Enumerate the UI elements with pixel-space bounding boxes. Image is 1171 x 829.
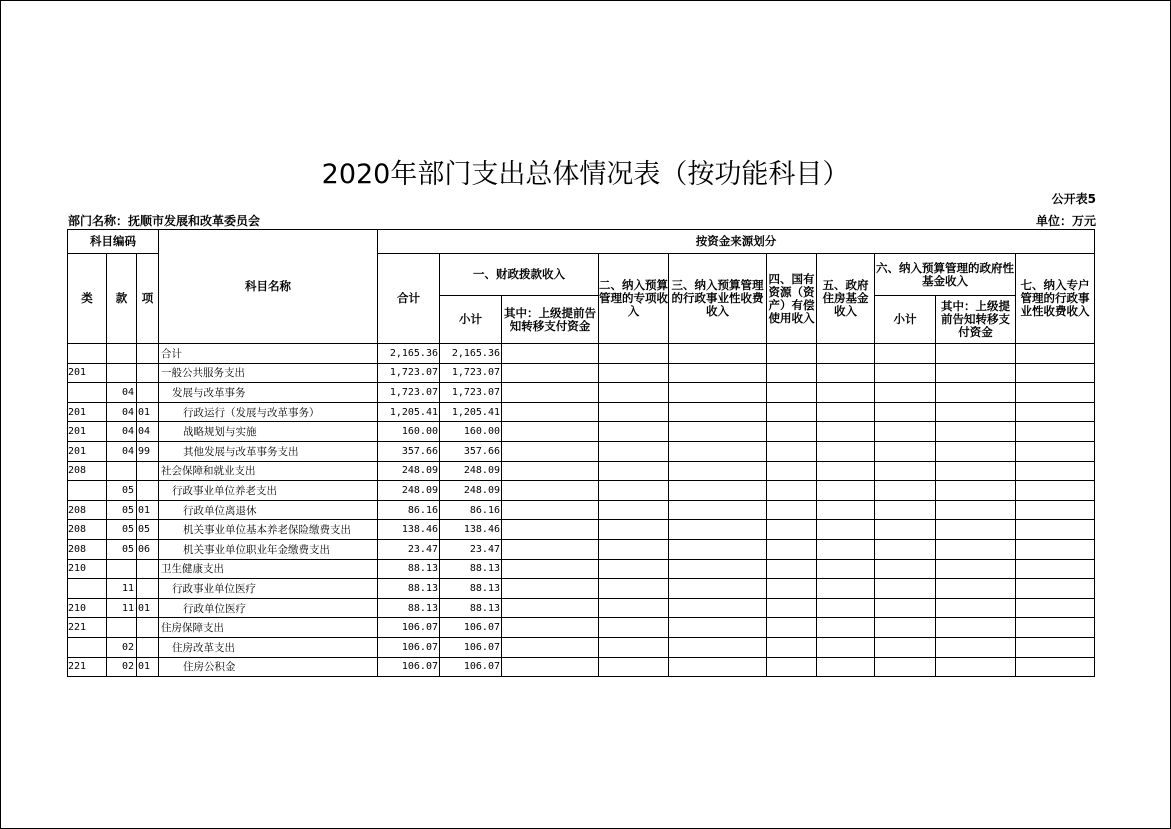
empty-cell bbox=[599, 559, 669, 579]
empty-cell bbox=[599, 481, 669, 501]
empty-cell bbox=[599, 363, 669, 383]
empty-cell bbox=[817, 598, 875, 618]
empty-cell bbox=[875, 618, 936, 638]
empty-cell bbox=[599, 539, 669, 559]
row-lei bbox=[68, 344, 107, 364]
row-subject-name: 行政运行（发展与改革事务） bbox=[159, 402, 378, 422]
row-kuan bbox=[107, 344, 137, 364]
header-fiscal: 一、财政拨款收入 bbox=[440, 254, 599, 296]
empty-cell bbox=[875, 579, 936, 599]
empty-cell bbox=[599, 402, 669, 422]
empty-cell bbox=[1016, 500, 1095, 520]
empty-cell bbox=[936, 657, 1016, 677]
empty-cell bbox=[1016, 539, 1095, 559]
empty-cell bbox=[599, 657, 669, 677]
row-lei: 208 bbox=[68, 461, 107, 481]
header-admin-fee: 三、纳入预算管理的行政事业性收费收入 bbox=[669, 254, 767, 344]
row-subject-name: 一般公共服务支出 bbox=[159, 363, 378, 383]
row-lei: 208 bbox=[68, 539, 107, 559]
row-subject-name: 发展与改革事务 bbox=[159, 383, 378, 403]
row-lei: 201 bbox=[68, 402, 107, 422]
empty-cell bbox=[599, 344, 669, 364]
row-total: 106.07 bbox=[378, 637, 440, 657]
row-lei: 210 bbox=[68, 559, 107, 579]
row-total: 138.46 bbox=[378, 520, 440, 540]
row-subject-name: 住房改革支出 bbox=[159, 637, 378, 657]
empty-cell bbox=[669, 461, 767, 481]
row-lei bbox=[68, 481, 107, 501]
empty-cell bbox=[936, 441, 1016, 461]
empty-cell bbox=[1016, 441, 1095, 461]
empty-cell bbox=[669, 539, 767, 559]
empty-cell bbox=[767, 598, 817, 618]
empty-cell bbox=[502, 461, 599, 481]
row-fiscal-subtotal: 1,723.07 bbox=[440, 363, 502, 383]
row-kuan: 05 bbox=[107, 500, 137, 520]
row-xiang: 99 bbox=[137, 441, 159, 461]
empty-cell bbox=[767, 618, 817, 638]
empty-cell bbox=[1016, 637, 1095, 657]
row-fiscal-subtotal: 160.00 bbox=[440, 422, 502, 442]
row-total: 248.09 bbox=[378, 481, 440, 501]
unit-label: 单位：万元 bbox=[1035, 214, 1096, 228]
empty-cell bbox=[936, 422, 1016, 442]
empty-cell bbox=[669, 441, 767, 461]
table-row bbox=[68, 559, 1095, 579]
row-fiscal-subtotal: 357.66 bbox=[440, 441, 502, 461]
empty-cell bbox=[1016, 461, 1095, 481]
header-gov-subtotal: 小计 bbox=[875, 296, 936, 344]
row-xiang bbox=[137, 383, 159, 403]
row-lei: 221 bbox=[68, 657, 107, 677]
empty-cell bbox=[669, 422, 767, 442]
row-lei: 208 bbox=[68, 520, 107, 540]
table-row bbox=[68, 637, 1095, 657]
empty-cell bbox=[936, 481, 1016, 501]
empty-cell bbox=[669, 598, 767, 618]
empty-cell bbox=[502, 500, 599, 520]
row-subject-name: 行政单位离退休 bbox=[159, 500, 378, 520]
row-xiang: 05 bbox=[137, 520, 159, 540]
empty-cell bbox=[767, 344, 817, 364]
empty-cell bbox=[767, 539, 817, 559]
row-xiang: 06 bbox=[137, 539, 159, 559]
empty-cell bbox=[875, 500, 936, 520]
row-subject-name: 卫生健康支出 bbox=[159, 559, 378, 579]
row-subject-name: 行政事业单位医疗 bbox=[159, 579, 378, 599]
header-subject-name: 科目名称 bbox=[159, 230, 378, 344]
empty-cell bbox=[502, 402, 599, 422]
empty-cell bbox=[875, 422, 936, 442]
empty-cell bbox=[817, 618, 875, 638]
row-lei bbox=[68, 579, 107, 599]
empty-cell bbox=[817, 441, 875, 461]
row-xiang: 01 bbox=[137, 402, 159, 422]
empty-cell bbox=[817, 579, 875, 599]
header-special-account: 七、纳入专户管理的行政事业性收费收入 bbox=[1016, 254, 1095, 344]
empty-cell bbox=[669, 618, 767, 638]
table-row bbox=[68, 344, 1095, 364]
row-total: 1,723.07 bbox=[378, 363, 440, 383]
row-lei: 208 bbox=[68, 500, 107, 520]
empty-cell bbox=[669, 579, 767, 599]
row-lei: 210 bbox=[68, 598, 107, 618]
empty-cell bbox=[599, 598, 669, 618]
row-total: 248.09 bbox=[378, 461, 440, 481]
table-row bbox=[68, 422, 1095, 442]
empty-cell bbox=[502, 598, 599, 618]
empty-cell bbox=[936, 598, 1016, 618]
empty-cell bbox=[875, 559, 936, 579]
row-xiang bbox=[137, 579, 159, 599]
row-subject-name: 住房保障支出 bbox=[159, 618, 378, 638]
row-kuan bbox=[107, 461, 137, 481]
empty-cell bbox=[599, 637, 669, 657]
row-kuan: 04 bbox=[107, 383, 137, 403]
row-total: 88.13 bbox=[378, 579, 440, 599]
header-kuan: 款 bbox=[107, 254, 137, 344]
row-fiscal-subtotal: 106.07 bbox=[440, 637, 502, 657]
empty-cell bbox=[936, 618, 1016, 638]
row-subject-name: 行政单位医疗 bbox=[159, 598, 378, 618]
empty-cell bbox=[817, 500, 875, 520]
empty-cell bbox=[669, 657, 767, 677]
empty-cell bbox=[1016, 383, 1095, 403]
empty-cell bbox=[1016, 657, 1095, 677]
row-subject-name: 行政事业单位养老支出 bbox=[159, 481, 378, 501]
empty-cell bbox=[767, 422, 817, 442]
row-kuan: 05 bbox=[107, 481, 137, 501]
empty-cell bbox=[599, 461, 669, 481]
row-xiang: 01 bbox=[137, 657, 159, 677]
empty-cell bbox=[817, 383, 875, 403]
header-xiang: 项 bbox=[137, 254, 159, 344]
empty-cell bbox=[767, 520, 817, 540]
header-gov-transfer: 其中：上级提前告知转移支付资金 bbox=[936, 296, 1016, 344]
row-total: 160.00 bbox=[378, 422, 440, 442]
empty-cell bbox=[1016, 618, 1095, 638]
empty-cell bbox=[1016, 559, 1095, 579]
row-subject-name: 合计 bbox=[159, 344, 378, 364]
empty-cell bbox=[936, 539, 1016, 559]
row-xiang bbox=[137, 363, 159, 383]
empty-cell bbox=[669, 500, 767, 520]
empty-cell bbox=[817, 559, 875, 579]
row-kuan bbox=[107, 559, 137, 579]
empty-cell bbox=[502, 383, 599, 403]
table-row bbox=[68, 441, 1095, 461]
row-subject-name: 其他发展与改革事务支出 bbox=[159, 441, 378, 461]
header-fiscal-transfer: 其中：上级提前告知转移支付资金 bbox=[502, 296, 599, 344]
row-lei: 221 bbox=[68, 618, 107, 638]
header-subject-code: 科目编码 bbox=[68, 230, 159, 254]
empty-cell bbox=[1016, 422, 1095, 442]
empty-cell bbox=[767, 461, 817, 481]
row-kuan bbox=[107, 363, 137, 383]
empty-cell bbox=[817, 657, 875, 677]
empty-cell bbox=[1016, 481, 1095, 501]
row-xiang: 01 bbox=[137, 598, 159, 618]
empty-cell bbox=[767, 500, 817, 520]
empty-cell bbox=[767, 441, 817, 461]
empty-cell bbox=[669, 520, 767, 540]
row-lei: 201 bbox=[68, 441, 107, 461]
empty-cell bbox=[1016, 402, 1095, 422]
row-fiscal-subtotal: 248.09 bbox=[440, 481, 502, 501]
row-xiang bbox=[137, 461, 159, 481]
empty-cell bbox=[669, 637, 767, 657]
empty-cell bbox=[875, 637, 936, 657]
empty-cell bbox=[936, 383, 1016, 403]
row-kuan: 11 bbox=[107, 598, 137, 618]
empty-cell bbox=[875, 344, 936, 364]
empty-cell bbox=[767, 481, 817, 501]
empty-cell bbox=[599, 500, 669, 520]
row-fiscal-subtotal: 2,165.36 bbox=[440, 344, 502, 364]
empty-cell bbox=[502, 539, 599, 559]
row-kuan: 02 bbox=[107, 657, 137, 677]
empty-cell bbox=[936, 461, 1016, 481]
row-xiang bbox=[137, 481, 159, 501]
row-lei: 201 bbox=[68, 422, 107, 442]
empty-cell bbox=[502, 481, 599, 501]
row-fiscal-subtotal: 88.13 bbox=[440, 579, 502, 599]
empty-cell bbox=[1016, 520, 1095, 540]
row-total: 88.13 bbox=[378, 559, 440, 579]
header-housing-fund: 五、政府住房基金收入 bbox=[817, 254, 875, 344]
empty-cell bbox=[817, 344, 875, 364]
row-kuan: 04 bbox=[107, 441, 137, 461]
row-xiang: 01 bbox=[137, 500, 159, 520]
row-fiscal-subtotal: 138.46 bbox=[440, 520, 502, 540]
header-gov-fund: 六、纳入预算管理的政府性基金收入 bbox=[875, 254, 1016, 296]
empty-cell bbox=[817, 539, 875, 559]
empty-cell bbox=[502, 618, 599, 638]
row-xiang bbox=[137, 344, 159, 364]
row-fiscal-subtotal: 88.13 bbox=[440, 559, 502, 579]
row-fiscal-subtotal: 23.47 bbox=[440, 539, 502, 559]
row-kuan bbox=[107, 618, 137, 638]
row-subject-name: 机关事业单位职业年金缴费支出 bbox=[159, 539, 378, 559]
empty-cell bbox=[502, 422, 599, 442]
header-state-asset: 四、国有资源（资产）有偿使用收入 bbox=[767, 254, 817, 344]
header-fiscal-subtotal: 小计 bbox=[440, 296, 502, 344]
empty-cell bbox=[875, 383, 936, 403]
empty-cell bbox=[875, 520, 936, 540]
empty-cell bbox=[502, 363, 599, 383]
empty-cell bbox=[669, 559, 767, 579]
table-row bbox=[68, 520, 1095, 540]
empty-cell bbox=[669, 481, 767, 501]
empty-cell bbox=[875, 363, 936, 383]
row-fiscal-subtotal: 106.07 bbox=[440, 618, 502, 638]
empty-cell bbox=[936, 402, 1016, 422]
row-fiscal-subtotal: 1,205.41 bbox=[440, 402, 502, 422]
table-row bbox=[68, 383, 1095, 403]
row-kuan: 04 bbox=[107, 402, 137, 422]
row-kuan: 05 bbox=[107, 520, 137, 540]
empty-cell bbox=[817, 363, 875, 383]
row-kuan: 11 bbox=[107, 579, 137, 599]
row-subject-name: 住房公积金 bbox=[159, 657, 378, 677]
empty-cell bbox=[599, 422, 669, 442]
row-subject-name: 机关事业单位基本养老保险缴费支出 bbox=[159, 520, 378, 540]
row-lei bbox=[68, 383, 107, 403]
empty-cell bbox=[599, 618, 669, 638]
expenditure-table bbox=[67, 229, 1095, 677]
row-kuan: 05 bbox=[107, 539, 137, 559]
empty-cell bbox=[599, 520, 669, 540]
empty-cell bbox=[767, 637, 817, 657]
empty-cell bbox=[502, 520, 599, 540]
empty-cell bbox=[875, 598, 936, 618]
row-xiang: 04 bbox=[137, 422, 159, 442]
empty-cell bbox=[817, 461, 875, 481]
row-fiscal-subtotal: 106.07 bbox=[440, 657, 502, 677]
table-row bbox=[68, 598, 1095, 618]
empty-cell bbox=[817, 422, 875, 442]
empty-cell bbox=[817, 481, 875, 501]
row-lei bbox=[68, 637, 107, 657]
empty-cell bbox=[875, 481, 936, 501]
row-xiang bbox=[137, 618, 159, 638]
table-row bbox=[68, 539, 1095, 559]
header-by-source: 按资金来源划分 bbox=[378, 230, 1095, 254]
empty-cell bbox=[767, 402, 817, 422]
empty-cell bbox=[767, 657, 817, 677]
row-total: 88.13 bbox=[378, 598, 440, 618]
empty-cell bbox=[502, 441, 599, 461]
empty-cell bbox=[669, 383, 767, 403]
empty-cell bbox=[669, 344, 767, 364]
empty-cell bbox=[936, 520, 1016, 540]
empty-cell bbox=[817, 402, 875, 422]
empty-cell bbox=[875, 539, 936, 559]
empty-cell bbox=[502, 559, 599, 579]
row-kuan: 04 bbox=[107, 422, 137, 442]
table-row bbox=[68, 461, 1095, 481]
table-row bbox=[68, 402, 1095, 422]
empty-cell bbox=[1016, 598, 1095, 618]
empty-cell bbox=[936, 344, 1016, 364]
empty-cell bbox=[502, 579, 599, 599]
empty-cell bbox=[875, 657, 936, 677]
empty-cell bbox=[875, 441, 936, 461]
empty-cell bbox=[599, 441, 669, 461]
empty-cell bbox=[1016, 363, 1095, 383]
row-subject-name: 社会保障和就业支出 bbox=[159, 461, 378, 481]
row-total: 23.47 bbox=[378, 539, 440, 559]
empty-cell bbox=[817, 637, 875, 657]
row-xiang bbox=[137, 637, 159, 657]
empty-cell bbox=[936, 363, 1016, 383]
empty-cell bbox=[502, 657, 599, 677]
header-lei: 类 bbox=[68, 254, 107, 344]
page-title: 2020年部门支出总体情况表（按功能科目） bbox=[321, 159, 850, 190]
empty-cell bbox=[599, 579, 669, 599]
empty-cell bbox=[936, 637, 1016, 657]
form-number: 公开表5 bbox=[1051, 192, 1096, 206]
empty-cell bbox=[767, 363, 817, 383]
empty-cell bbox=[936, 559, 1016, 579]
header-special: 二、纳入预算管理的专项收入 bbox=[599, 254, 669, 344]
empty-cell bbox=[669, 402, 767, 422]
table-row bbox=[68, 618, 1095, 638]
department-name: 部门名称：抚顺市发展和改革委员会 bbox=[68, 214, 261, 228]
row-fiscal-subtotal: 88.13 bbox=[440, 598, 502, 618]
table-row bbox=[68, 481, 1095, 501]
empty-cell bbox=[817, 520, 875, 540]
empty-cell bbox=[1016, 579, 1095, 599]
row-total: 1,723.07 bbox=[378, 383, 440, 403]
empty-cell bbox=[936, 579, 1016, 599]
empty-cell bbox=[767, 383, 817, 403]
table-row bbox=[68, 579, 1095, 599]
empty-cell bbox=[502, 344, 599, 364]
row-subject-name: 战略规划与实施 bbox=[159, 422, 378, 442]
row-fiscal-subtotal: 86.16 bbox=[440, 500, 502, 520]
empty-cell bbox=[1016, 344, 1095, 364]
row-total: 106.07 bbox=[378, 657, 440, 677]
row-lei: 201 bbox=[68, 363, 107, 383]
empty-cell bbox=[767, 559, 817, 579]
row-xiang bbox=[137, 559, 159, 579]
empty-cell bbox=[767, 579, 817, 599]
empty-cell bbox=[875, 402, 936, 422]
row-fiscal-subtotal: 1,723.07 bbox=[440, 383, 502, 403]
row-fiscal-subtotal: 248.09 bbox=[440, 461, 502, 481]
empty-cell bbox=[875, 461, 936, 481]
row-total: 106.07 bbox=[378, 618, 440, 638]
row-kuan: 02 bbox=[107, 637, 137, 657]
row-total: 86.16 bbox=[378, 500, 440, 520]
table-row bbox=[68, 363, 1095, 383]
empty-cell bbox=[669, 363, 767, 383]
empty-cell bbox=[502, 637, 599, 657]
empty-cell bbox=[599, 383, 669, 403]
row-total: 1,205.41 bbox=[378, 402, 440, 422]
empty-cell bbox=[936, 500, 1016, 520]
row-total: 357.66 bbox=[378, 441, 440, 461]
table-row bbox=[68, 500, 1095, 520]
row-total: 2,165.36 bbox=[378, 344, 440, 364]
table-row bbox=[68, 657, 1095, 677]
header-total: 合计 bbox=[378, 254, 440, 344]
